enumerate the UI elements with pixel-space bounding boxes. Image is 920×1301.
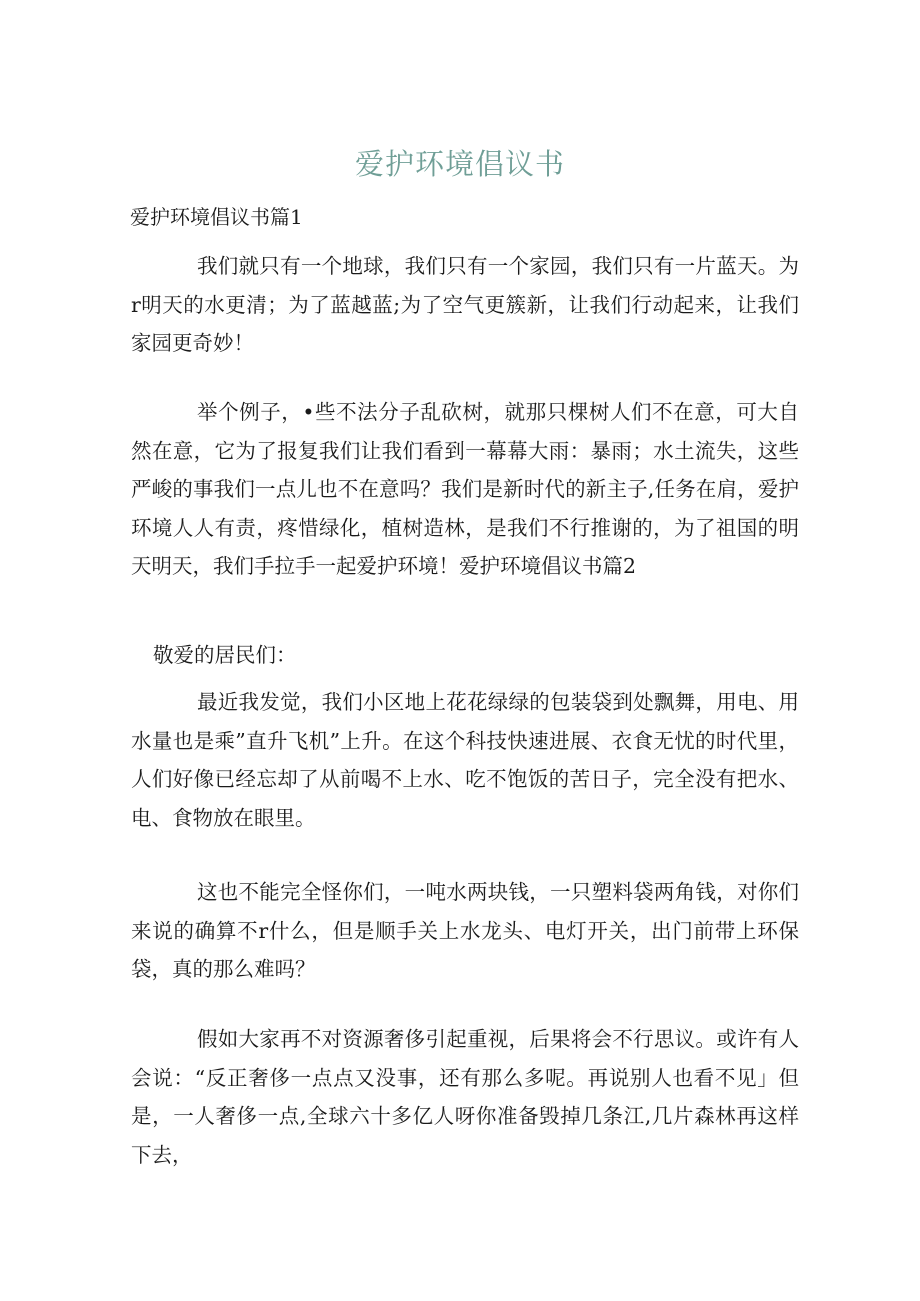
document-title: 爱护环境倡议书 [354, 147, 565, 181]
section-1-heading: 爱护环境倡议书篇1 [130, 205, 303, 229]
paragraph-1: 我们就只有一个地球，我们只有一个家园，我们只有一片蓝天。为r明天的水更清；为了蓝越蓝;为了空气更簇新，让我们行动起来，让我们家园更奇妙！ [131, 254, 799, 356]
paragraph-3: 最近我发觉，我们小区地上花花绿绿的包装袋到处飘舞，用电、用水量也是乘”直升飞机”上升。在这个科技快速进展、衣食无忧的时代里，人们好像已经忘却了从前喝不上水、吃不饱饭的苦日子，完全没有把水、电、食物放在眼里。 [131, 690, 799, 830]
section-2-heading: 爱护环境倡议书篇2 [459, 554, 637, 579]
paragraph-2-text: 举个例子，•些不法分子乱砍树，就那只棵树人们不在意，可大自然在意，它为了报复我们让我们看到一幕幕大雨：暴雨；水土流失，这些严峻的事我们一点儿也不在意吗？我们是新时代的新主子,任务在肩，爱护环境人人有责，疼惜绿化，植树造林，是我们不行推谢的，为了祖国的明天明天，我们手拉手一起爱护环境！ [131, 400, 799, 579]
paragraph-2 [131, 393, 799, 586]
greeting-line: 敬爱的居民们： [153, 643, 297, 667]
paragraph-4: 这也不能完全怪你们，一吨水两块钱，一只塑料袋两角钱，对你们来说的确算不r什么，但是顺手关上水龙头、电灯开关，出门前带上环保袋，真的那么难吗？ [131, 880, 799, 982]
paragraph-5: 假如大家再不对资源奢侈引起重视，后果将会不行思议。或许有人会说：“反正奢侈一点点又没事，还有那么多呢。再说别人也看不见」但是，一人奢侈一点,全球六十多亿人呀你准备毁掉几条江,几片森林再这样下去， [131, 1027, 799, 1167]
